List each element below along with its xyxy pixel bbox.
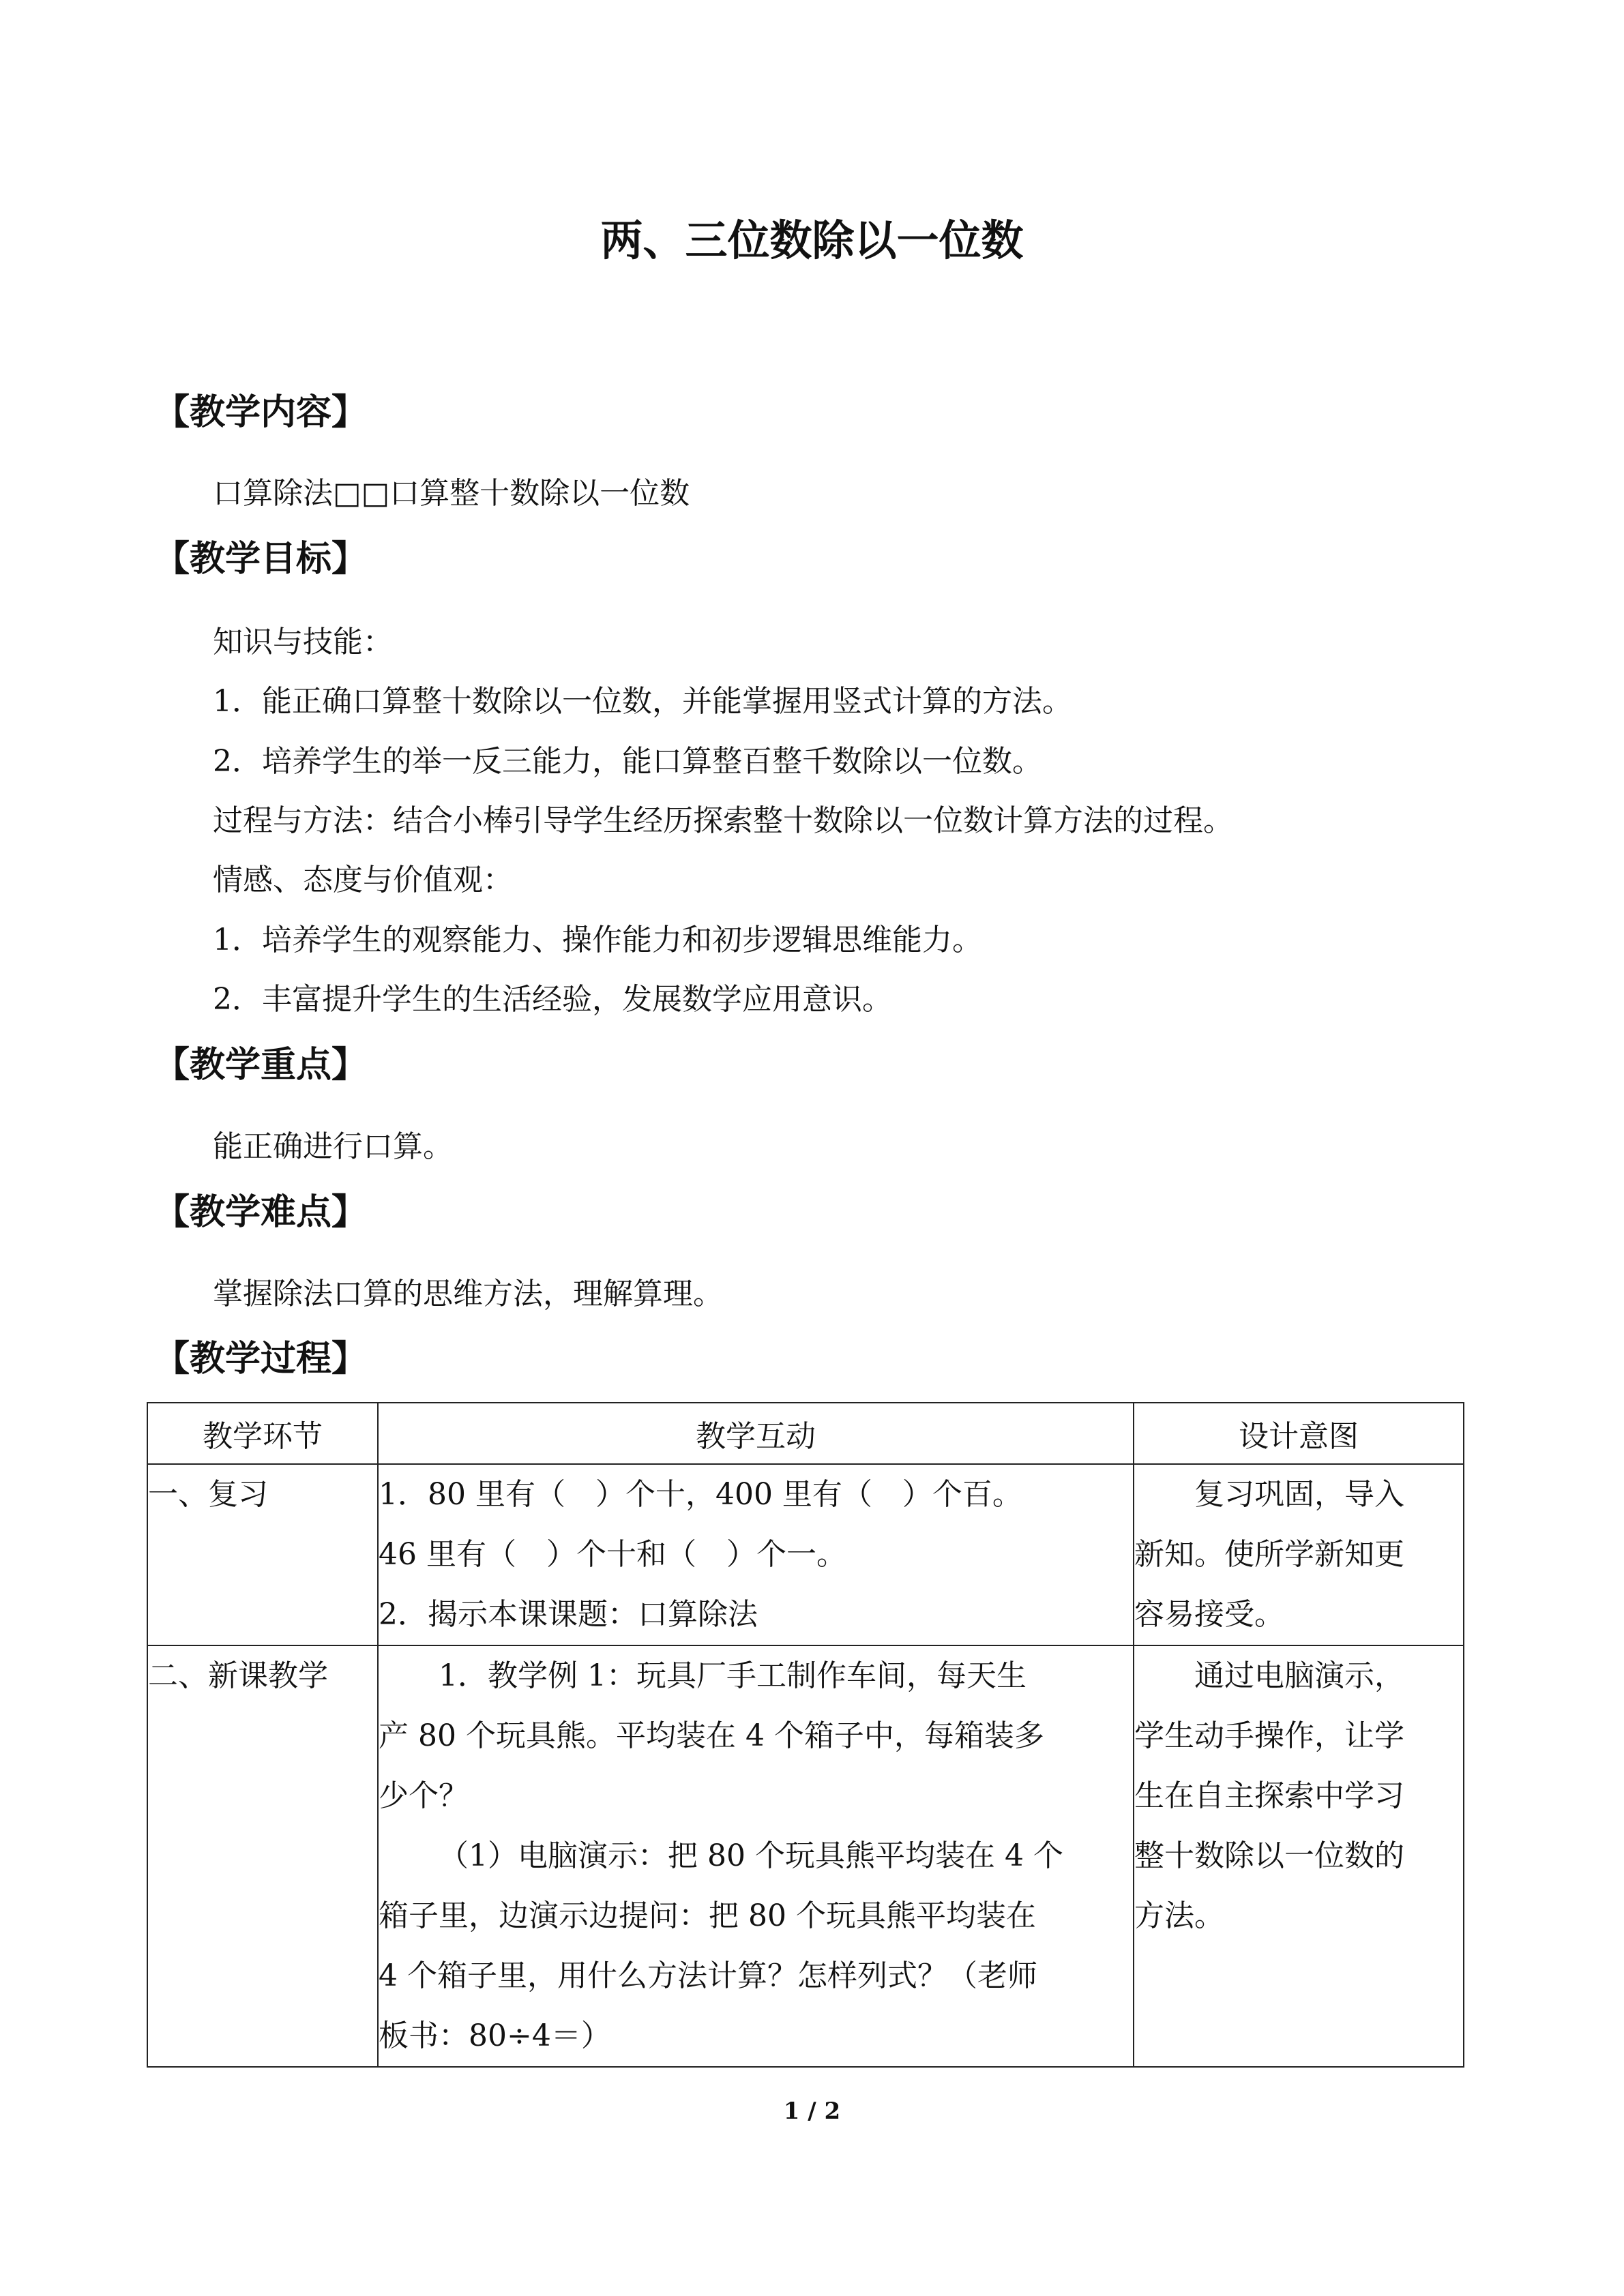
intent-line: 通过电脑演示， [1194,1658,1404,1693]
page-number: 1 / 2 [783,2098,841,2125]
interaction-line: 2．揭示本课课题：口算除法 [379,1597,758,1632]
objective-line: 知识与技能： [213,625,393,659]
section-heading-content: 【教学内容】 [154,391,368,433]
intent-cell [1134,1645,1464,2067]
intent-line: 整十数除以一位数的 [1134,1838,1404,1873]
interaction-line: 少个？ [379,1778,469,1813]
table-header-row [147,1403,1464,1464]
teaching-process-table [147,1402,1464,2068]
intent-line: 生在自主探索中学习 [1134,1778,1404,1813]
interaction-cell [378,1464,1134,1645]
objective-line: 1．能正确口算整十数除以一位数，并能掌握用竖式计算的方法。 [213,684,1072,719]
stage-label: 二、新课教学 [148,1658,328,1693]
intent-cell [1134,1464,1464,1645]
header-stage: 教学环节 [147,1403,378,1464]
stage-label: 一、复习 [148,1477,268,1512]
interaction-line: 箱子里，边演示边提问：把 80 个玩具熊平均装在 [379,1898,1036,1933]
objective-line: 情感、态度与价值观： [213,863,513,897]
section-heading-key-points: 【教学重点】 [154,1044,368,1086]
intent-line: 新知。使所学新知更 [1134,1537,1404,1572]
table-row [147,1464,1464,1645]
page-title: 两、三位数除以一位数 [600,215,1024,265]
objective-line: 2．培养学生的举一反三能力，能口算整百整千数除以一位数。 [213,744,1042,779]
content-text: 口算除法□□口算整十数除以一位数 [213,476,690,511]
interaction-line: 1．80 里有（ ）个十，400 里有（ ）个百。 [379,1477,1022,1512]
difficulties-text: 掌握除法口算的思维方法，理解算理。 [213,1277,723,1311]
section-heading-objectives: 【教学目标】 [154,538,368,580]
interaction-line: 1．教学例 1：玩具厂手工制作车间，每天生 [439,1658,1027,1693]
interaction-line: （1）电脑演示：把 80 个玩具熊平均装在 4 个 [439,1838,1063,1873]
header-interaction: 教学互动 [378,1403,1134,1464]
interaction-cell [378,1645,1134,2067]
interaction-line: 46 里有（ ）个十和（ ）个一。 [379,1537,846,1572]
key-points-text: 能正确进行口算。 [213,1129,453,1164]
interaction-line: 板书：80÷4＝） [379,2018,611,2053]
stage-cell [147,1464,378,1645]
objective-line: 过程与方法：结合小棒引导学生经历探索整十数除以一位数计算方法的过程。 [213,803,1233,838]
intent-line: 方法。 [1134,1898,1224,1933]
intent-line: 复习巩固，导入 [1194,1477,1404,1512]
interaction-line: 产 80 个玩具熊。平均装在 4 个箱子中，每箱装多 [379,1718,1044,1753]
intent-line: 容易接受。 [1134,1597,1284,1632]
objective-line: 2．丰富提升学生的生活经验，发展数学应用意识。 [213,982,892,1017]
table-row [147,1645,1464,2067]
objective-line: 1．培养学生的观察能力、操作能力和初步逻辑思维能力。 [213,923,982,957]
section-heading-process: 【教学过程】 [154,1338,368,1380]
intent-line: 学生动手操作，让学 [1134,1718,1404,1753]
interaction-line: 4 个箱子里，用什么方法计算？怎样列式？（老师 [379,1958,1037,1993]
section-heading-difficulties: 【教学难点】 [154,1191,368,1233]
stage-cell [147,1645,378,2067]
header-intent: 设计意图 [1134,1403,1464,1464]
